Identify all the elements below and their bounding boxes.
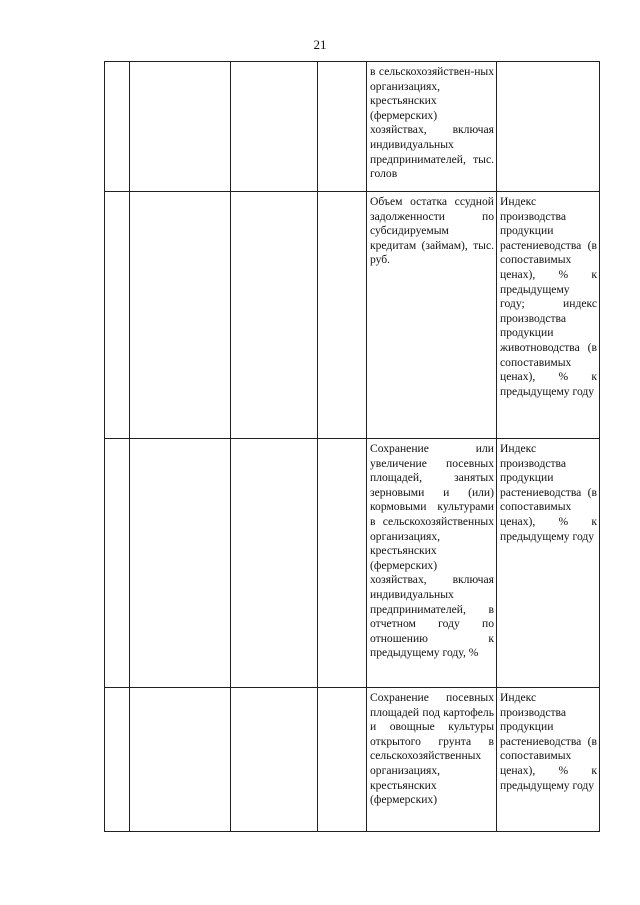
table-cell-result xyxy=(497,62,600,192)
page-number: 21 xyxy=(313,37,327,52)
table-row xyxy=(105,688,600,832)
table-cell-term xyxy=(318,192,367,439)
table-cell-term xyxy=(318,688,367,832)
table-cell-indicator: Сохранение или увеличение посевных площадей, занятых зерновыми и (или) кормовыми культурами в сельскохозяйственных организациях, крестьянских (фермерских) хозяйствах, включая индивидуальных предпринимателей, в отчетном году по отношению к предыдущему году, % xyxy=(367,439,497,688)
table-cell-executor xyxy=(231,192,318,439)
table-cell-name xyxy=(130,439,231,688)
table-cell-indicator: в сельскохозяйствен-ных организациях, крестьянских (фермерских) хозяйствах, включая индивидуальных предпринимателей, тыс. голов xyxy=(367,62,497,192)
table-cell-term xyxy=(318,62,367,192)
table-cell-executor xyxy=(231,62,318,192)
table-cell-result: Индекс производства продукции растениеводства (в сопоставимых ценах), % к предыдущему году; индекс производства продукции животноводства (в сопоставимых ценах), % к предыдущему году xyxy=(497,192,600,439)
table-cell-number xyxy=(105,62,130,192)
table-cell-number xyxy=(105,192,130,439)
table-cell-result: Индекс производства продукции растениеводства (в сопоставимых ценах), % к предыдущему году xyxy=(497,439,600,688)
table-cell-number xyxy=(105,688,130,832)
table-cell-executor xyxy=(231,688,318,832)
table-row xyxy=(105,62,600,192)
table-cell-name xyxy=(130,62,231,192)
table-cell-name xyxy=(130,192,231,439)
table-cell-number xyxy=(105,439,130,688)
table-row xyxy=(105,439,600,688)
table-cell-indicator: Сохранение посевных площадей под картофель и овощные культуры открытого грунта в сельскохозяйственных организациях, крестьянских (фермерских) xyxy=(367,688,497,832)
table-cell-executor xyxy=(231,439,318,688)
table-cell-result: Индекс производства продукции растениеводства (в сопоставимых ценах), % к предыдущему году xyxy=(497,688,600,832)
continuation-table xyxy=(104,61,600,832)
table-cell-term xyxy=(318,439,367,688)
table-cell-indicator: Объем остатка ссудной задолженности по субсидируемым кредитам (займам), тыс. руб. xyxy=(367,192,497,439)
table-cell-name xyxy=(130,688,231,832)
table-row xyxy=(105,192,600,439)
